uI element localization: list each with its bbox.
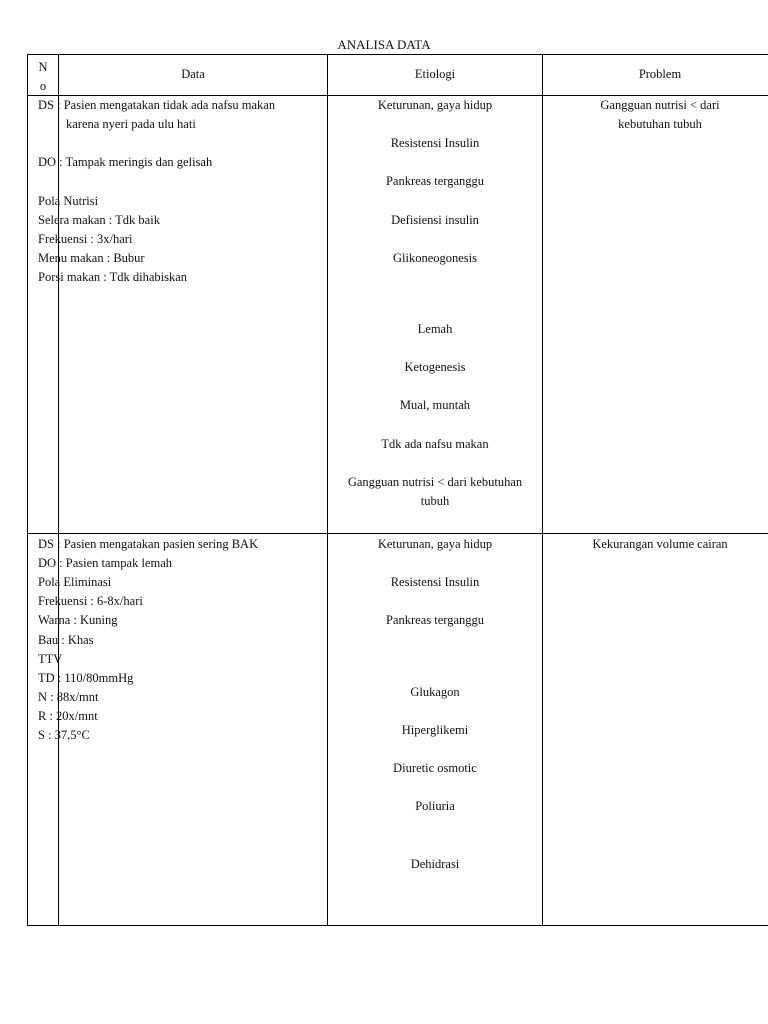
- rows-0-etiologi-line: Lemah: [417, 322, 453, 336]
- rows-1-etiologi-line: Poliuria: [415, 799, 455, 813]
- rows-1-data-line: Warna : Kuning: [38, 613, 118, 627]
- rows-0-data-line: karena nyeri pada ulu hati: [66, 117, 196, 131]
- rows-0-etiologi-line: Defisiensi insulin: [391, 213, 479, 227]
- header-etiologi: Etiologi: [414, 67, 456, 81]
- rows-1-etiologi-line: Glukagon: [410, 685, 460, 699]
- rows-1-etiologi-line: Hiperglikemi: [401, 723, 469, 737]
- col-divider-etiologi: [542, 54, 543, 926]
- rows-0-etiologi-line: Keturunan, gaya hidup: [377, 98, 493, 112]
- table-border-left: [27, 54, 28, 926]
- rows-0-etiologi-line: Glikoneogonesis: [392, 251, 478, 265]
- rows-0-etiologi-line: Resistensi Insulin: [390, 136, 480, 150]
- rows-0-data-line: Selera makan : Tdk baik: [38, 213, 160, 227]
- rows-1-etiologi-line: Resistensi Insulin: [390, 575, 480, 589]
- rows-1-etiologi-line: Dehidrasi: [410, 857, 460, 871]
- rows-0-etiologi-line: Tdk ada nafsu makan: [381, 437, 489, 451]
- rows-0-etiologi-line: Ketogenesis: [404, 360, 466, 374]
- rows-0-problem-line: kebutuhan tubuh: [618, 117, 702, 131]
- rows-0-etiologi-line: tubuh: [420, 494, 450, 508]
- rows-1-data-line: DS : Pasien mengatakan pasien sering BAK: [38, 537, 259, 551]
- rows-0-etiologi-line: Pankreas terganggu: [385, 174, 484, 188]
- rows-0-data-line: DS : Pasien mengatakan tidak ada nafsu makan: [38, 98, 276, 112]
- rows-0-etiologi-line: Gangguan nutrisi < dari kebutuhan: [347, 475, 523, 489]
- row-divider: [27, 533, 768, 534]
- row-1-problem-cell: [543, 98, 768, 158]
- row-2-etiologi-cell: [328, 537, 542, 897]
- row-1-etiologi-cell: [328, 98, 542, 518]
- row-2-data-cell: [38, 537, 328, 767]
- row-1-data-cell: [38, 98, 328, 518]
- rows-1-data-line: S : 37,5°C: [38, 728, 90, 742]
- header-problem: Problem: [638, 67, 682, 81]
- rows-1-data-line: Pola Eliminasi: [38, 575, 112, 589]
- rows-1-data-line: N : 88x/mnt: [38, 690, 99, 704]
- rows-0-data-line: Menu makan : Bubur: [38, 251, 145, 265]
- rows-1-etiologi-line: Pankreas terganggu: [385, 613, 484, 627]
- header-no-label: N o: [38, 60, 48, 93]
- rows-1-data-line: TD : 110/80mmHg: [38, 671, 134, 685]
- rows-0-data-line: Porsi makan : Tdk dihabiskan: [38, 270, 188, 284]
- rows-1-data-line: Bau : Khas: [38, 633, 94, 647]
- rows-1-data-line: DO : Pasien tampak lemah: [38, 556, 172, 570]
- table-border-bottom: [27, 925, 768, 926]
- rows-0-problem-line: Gangguan nutrisi < dari: [600, 98, 720, 112]
- page-title: ANALISA DATA: [337, 37, 431, 52]
- header-data: Data: [181, 67, 205, 81]
- rows-1-problem-line: Kekurangan volume cairan: [592, 537, 728, 551]
- header-divider: [27, 95, 768, 96]
- row-2-problem-cell: [543, 537, 768, 577]
- rows-1-data-line: TTV: [38, 652, 63, 666]
- rows-1-etiologi-line: Keturunan, gaya hidup: [377, 537, 493, 551]
- rows-1-data-line: Frekuensi : 6-8x/hari: [38, 594, 143, 608]
- rows-0-data-line: DO : Tampak meringis dan gelisah: [38, 155, 213, 169]
- table-border-top: [27, 54, 768, 55]
- rows-1-etiologi-line: Diuretic osmotic: [393, 761, 477, 775]
- rows-1-data-line: R : 20x/mnt: [38, 709, 98, 723]
- rows-0-data-line: Frekuensi : 3x/hari: [38, 232, 133, 246]
- rows-0-etiologi-line: Mual, muntah: [399, 398, 471, 412]
- header-no: [28, 58, 58, 96]
- rows-0-data-line: Pola Nutrisi: [38, 194, 99, 208]
